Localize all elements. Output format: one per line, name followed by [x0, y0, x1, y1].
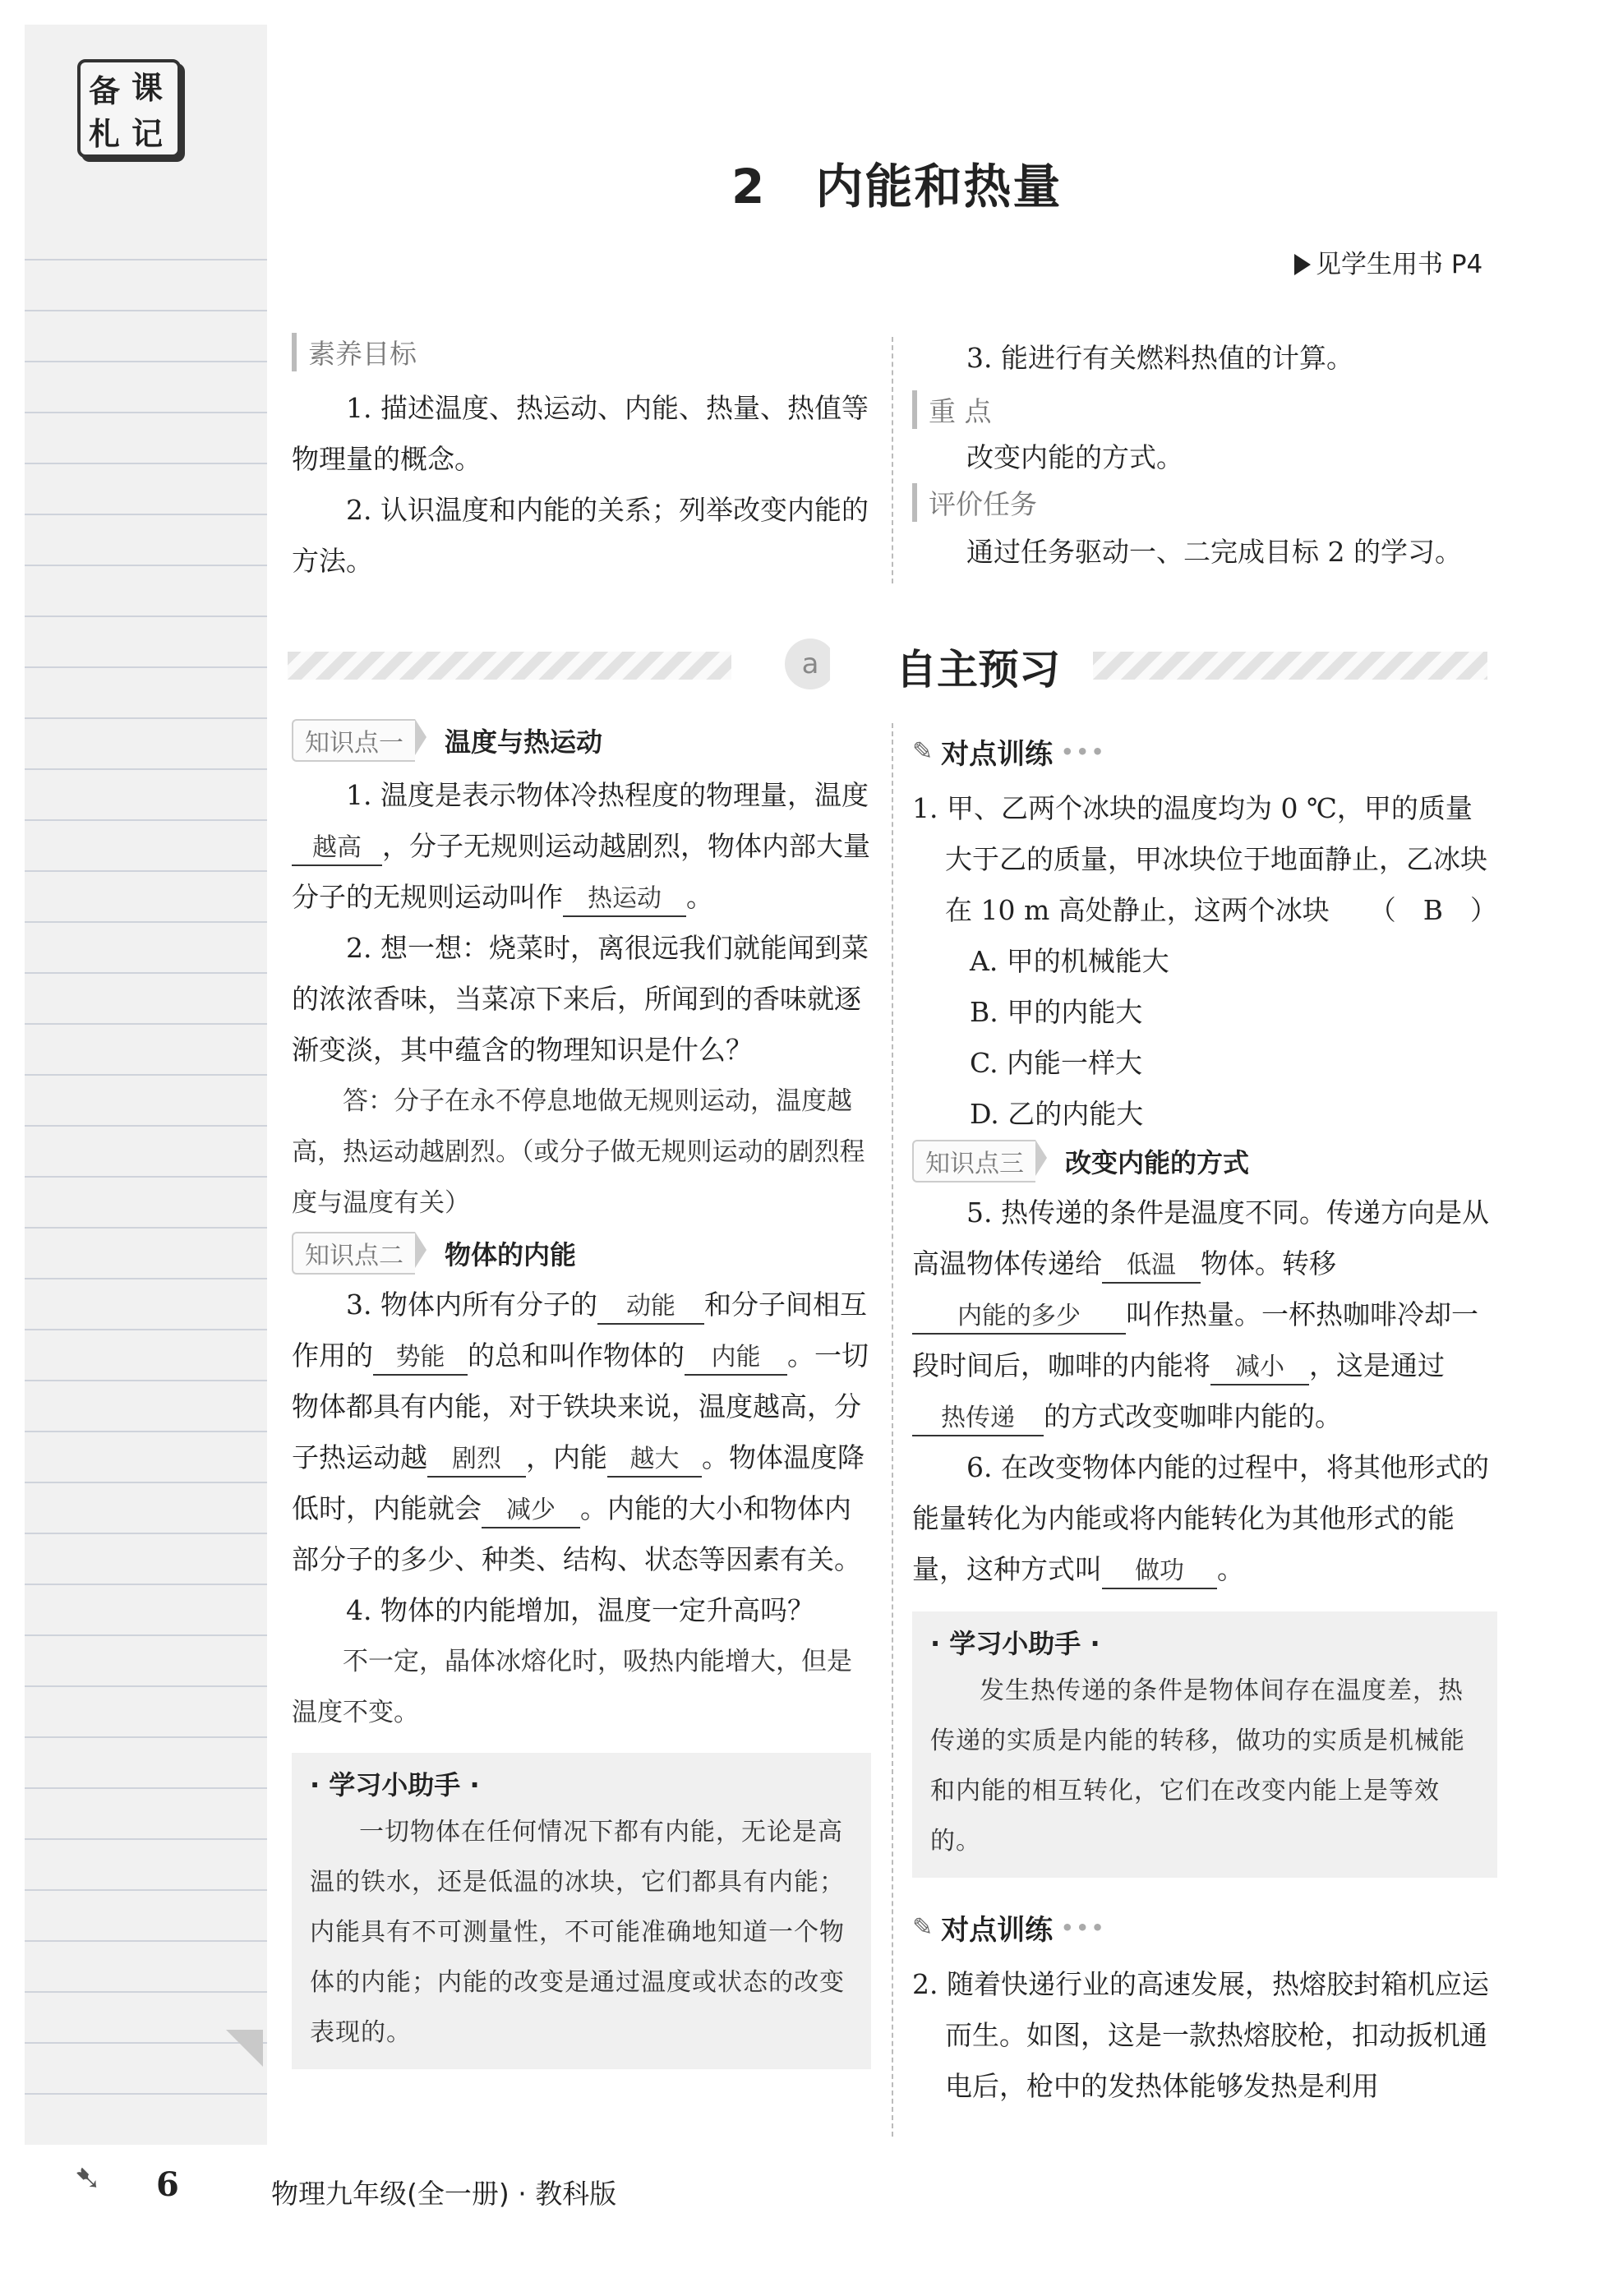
book-name: 物理九年级(全一册) · 教科版 [271, 2178, 617, 2210]
answer-blank: 动能 [597, 1290, 704, 1325]
goals-label: 素养目标 [292, 333, 871, 371]
goal-item: 3. 能进行有关燃料热值的计算。 [966, 342, 1353, 374]
corner-decoration [226, 2030, 263, 2067]
badge-char: 备 [89, 73, 121, 109]
banner-title: 自主预习 [830, 637, 1077, 696]
badge-char: 札 [89, 116, 121, 152]
student-book-ref [1294, 243, 1482, 280]
helper-box-1 [292, 1753, 871, 2069]
helper-text: 发生热传递的条件是物体间存在温度差，热传递的实质是内能的转移，做功的实质是机械能和内能的相互转化，它们在改变内能上是等效的。 [930, 1676, 1465, 1856]
left-column [292, 719, 871, 2069]
train1-header [912, 731, 1497, 772]
goal-item: 1. 描述温度、热运动、内能、热量、热值等物理量的概念。 [292, 392, 869, 475]
answer-blank: 势能 [373, 1341, 468, 1376]
q2: 2. 想一想：烧菜时，离很远我们就能闻到菜的浓浓香味，当菜凉下来后，所闻到的香味就逐渐变淡，其中蕴含的物理知识是什么？ [292, 932, 869, 1066]
answer-blank: 低温 [1102, 1249, 1201, 1284]
kp2-header [292, 1232, 871, 1275]
column-divider [892, 723, 893, 2137]
option: B. 甲的内能大 [970, 996, 1143, 1028]
badge-char: 课 [131, 70, 164, 106]
answer-blank: 减小 [1210, 1351, 1309, 1385]
page-title: 2 内能和热量 [731, 159, 1063, 214]
answer-blank: 热运动 [563, 883, 686, 917]
play-arrow-icon [1294, 254, 1311, 275]
answer-blank: 热传递 [912, 1402, 1044, 1436]
notes-badge [77, 59, 181, 158]
kp3-title: 改变内能的方式 [1065, 1147, 1250, 1178]
goals-section [292, 333, 871, 587]
kp3-tag: 知识点三 [912, 1140, 1035, 1183]
answer-blank: 减少 [482, 1494, 580, 1528]
pencil-icon: ✎ [912, 737, 934, 766]
option: D. 乙的内能大 [970, 1098, 1144, 1130]
notes-margin [25, 25, 267, 2145]
answer-bracket: （ B ） [1368, 894, 1497, 926]
kp2-tag: 知识点二 [292, 1232, 415, 1275]
answer-blank: 越高 [292, 832, 382, 866]
answer-blank: 越大 [607, 1443, 702, 1478]
train1-title: 对点训练 [941, 738, 1054, 771]
pencil-icon: ✎ [912, 1913, 934, 1942]
option: C. 内能一样大 [970, 1047, 1143, 1079]
train2-header [912, 1907, 1497, 1948]
goal-item: 2. 认识温度和内能的关系；列举改变内能的方法。 [292, 494, 869, 577]
dots-icon: ••• [1061, 1916, 1107, 1939]
answer-blank: 内能 [685, 1341, 787, 1376]
option: A. 甲的机械能大 [970, 945, 1169, 977]
ref-text: 见学生用书 P4 [1316, 250, 1483, 279]
dots-icon: ••• [1061, 740, 1107, 763]
helper-title: · 学习小助手 · [930, 1628, 1100, 1659]
kp1-tag: 知识点一 [292, 719, 415, 762]
a4-handwritten: 不一定，晶体冰熔化时，吸热内能增大，但是温度不变。 [292, 1647, 852, 1727]
train2-question: 2. 随着快递行业的高速发展，热熔胶封箱机应运而生。如图，这是一款热熔胶枪，扣动扳机通电后，枪中的发热体能够发热是利用 [912, 1968, 1489, 2102]
goals-right [912, 333, 1496, 578]
answer-blank: 内能的多少 [912, 1300, 1126, 1335]
helper-box-2 [912, 1611, 1497, 1878]
kp1-title: 温度与热运动 [445, 726, 603, 758]
kp2-title: 物体的内能 [445, 1239, 577, 1270]
banner-stripe [288, 652, 731, 680]
q5: 5. 热传递的条件是温度不同。传递方向是从高温物体传递给 低温 物体。转移内能的多少 叫作热量。一杯热咖啡冷却一段时间后，咖啡的内能将 减小 ，这是通过热传递 的方式改变咖啡内能的。 [912, 1187, 1497, 1442]
train2-title: 对点训练 [941, 1914, 1054, 1947]
answer-blank: 做功 [1102, 1555, 1217, 1589]
eval-text: 通过任务驱动一、二完成目标 2 的学习。 [966, 536, 1462, 568]
note-lines [25, 210, 267, 2124]
banner-stripe [1093, 652, 1487, 680]
eval-label: 评价任务 [912, 483, 1496, 522]
column-divider [892, 337, 893, 583]
page-number: 6 [156, 2165, 179, 2204]
kp1-header [292, 719, 871, 762]
bird-icon: ➷ [74, 2160, 102, 2197]
badge-char: 记 [131, 116, 164, 152]
right-column [912, 731, 1497, 2112]
key-label: 重 点 [912, 390, 1496, 429]
section-banner [288, 637, 1487, 694]
q4: 4. 物体的内能增加，温度一定升高吗？ [346, 1594, 814, 1626]
train1-question: 1. 甲、乙两个冰块的温度均为 0 ℃，甲的质量大于乙的质量，甲冰块位于地面静止，乙冰块在 10 m 高处静止，这两个冰块 （ B ） [912, 783, 1497, 936]
preview-icon: a [785, 639, 836, 689]
helper-title: · 学习小助手 · [310, 1769, 480, 1800]
answer-blank: 剧烈 [427, 1443, 526, 1478]
q3: 3. 物体内所有分子的 动能 和分子间相互作用的 势能 的总和叫作物体的 内能 。一切物体都具有内能，对于铁块来说，温度越高，分子热运动越 剧烈 ，内能 越大 。物体温度降低时，内能就会 减少 。内能的大小和物体内部分子的多少、种类、结构、状态等因素有关。 [292, 1289, 869, 1575]
kp3-header [912, 1140, 1497, 1183]
q1: 1. 温度是表示物体冷热程度的物理量，温度越高 ，分子无规则运动越剧烈，物体内部大量分子的无规则运动叫作 热运动 。 [292, 770, 871, 923]
key-text: 改变内能的方式。 [966, 441, 1183, 473]
q6: 6. 在改变物体内能的过程中，将其他形式的能量转化为内能或将内能转化为其他形式的能量，这种方式叫 做功 。 [912, 1442, 1497, 1595]
helper-text: 一切物体在任何情况下都有内能，无论是高温的铁水，还是低温的冰块，它们都具有内能；内能具有不可测量性，不可能准确地知道一个物体的内能；内能的改变是通过温度或状态的改变表现的。 [310, 1818, 845, 2047]
a2-handwritten: 答：分子在永不停息地做无规则运动，温度越高，热运动越剧烈。（或分子做无规则运动的剧烈程度与温度有关） [292, 1086, 865, 1218]
